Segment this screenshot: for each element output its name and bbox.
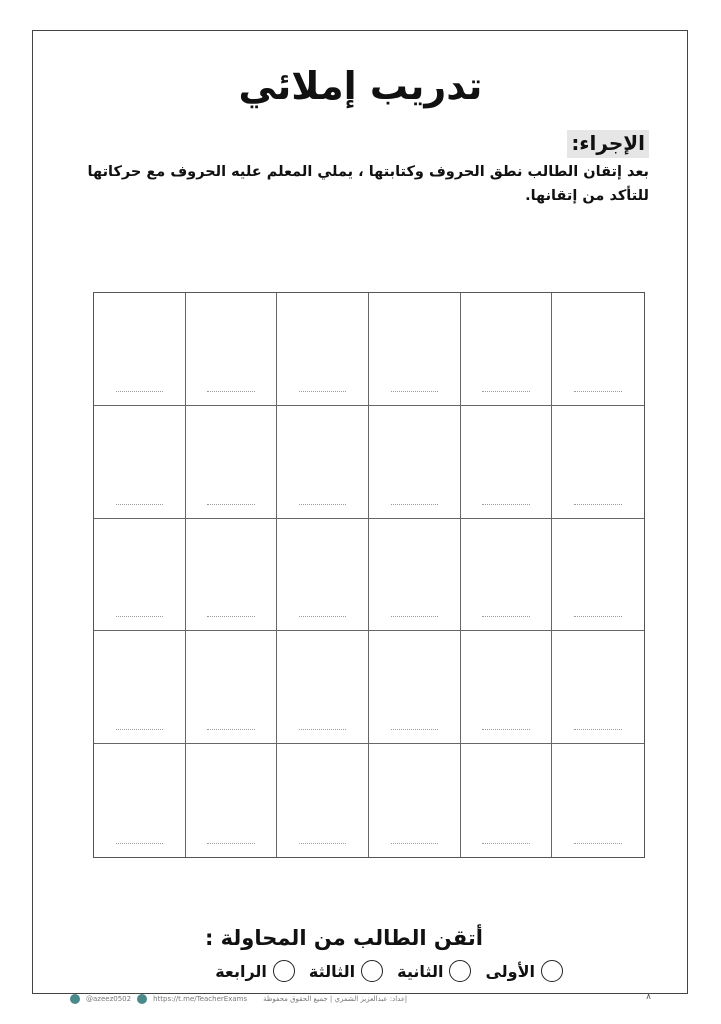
circle-checkbox-icon[interactable] [361,960,383,982]
writing-cell[interactable] [369,293,461,406]
dotted-writing-line [391,391,438,392]
dotted-writing-line [391,843,438,844]
dotted-writing-line [116,729,163,730]
procedure-label: الإجراء: [567,130,649,158]
dotted-writing-line [116,616,163,617]
dotted-writing-line [574,391,622,392]
writing-cell[interactable] [94,406,186,519]
page-number: ٨ [646,992,651,1002]
dotted-writing-line [299,729,346,730]
writing-cell[interactable] [277,519,369,632]
dotted-writing-line [207,391,254,392]
procedure-text: بعد إتقان الطالب نطق الحروف وكتابتها ، يملي المعلم عليه الحروف مع حركاتها للتأكد من إتقانها. [87,164,649,204]
dotted-writing-line [574,729,622,730]
writing-cell[interactable] [461,293,553,406]
writing-cell[interactable] [461,744,553,857]
footer-link[interactable]: https://t.me/TeacherExams [153,995,248,1003]
writing-cell[interactable] [369,406,461,519]
writing-cell[interactable] [369,744,461,857]
dotted-writing-line [116,391,163,392]
writing-cell[interactable] [277,744,369,857]
footer [70,991,670,1007]
attempts-row [215,960,563,982]
footer-handle: @azeez0502 [86,995,132,1003]
dotted-writing-line [116,843,163,844]
attempt-third[interactable] [309,960,383,982]
attempt-second[interactable] [397,960,471,982]
dotted-writing-line [482,504,529,505]
writing-cell[interactable] [94,631,186,744]
attempt-label: الرابعة [215,961,267,981]
attempt-label: الأولى [485,961,535,981]
dotted-writing-line [391,616,438,617]
writing-cell[interactable] [186,406,278,519]
dotted-writing-line [207,843,254,844]
writing-cell[interactable] [552,631,644,744]
writing-cell[interactable] [94,744,186,857]
writing-cell[interactable] [369,631,461,744]
mastery-title: أتقن الطالب من المحاولة : [204,926,483,950]
writing-cell[interactable] [552,744,644,857]
writing-cell[interactable] [461,631,553,744]
writing-cell[interactable] [186,631,278,744]
dotted-writing-line [207,729,254,730]
writing-cell[interactable] [94,293,186,406]
writing-cell[interactable] [461,406,553,519]
dotted-writing-line [574,616,622,617]
attempt-label: الثالثة [308,961,356,981]
instagram-icon [70,994,80,1004]
dotted-writing-line [299,504,346,505]
dotted-writing-line [482,391,529,392]
writing-cell[interactable] [552,406,644,519]
dotted-writing-line [391,504,438,505]
writing-cell[interactable] [94,519,186,632]
dotted-writing-line [482,616,529,617]
circle-checkbox-icon[interactable] [541,960,563,982]
dictation-grid [93,292,645,858]
writing-cell[interactable] [461,519,553,632]
writing-cell[interactable] [369,519,461,632]
attempt-first[interactable] [485,960,563,982]
writing-cell[interactable] [552,519,644,632]
dotted-writing-line [482,843,529,844]
writing-cell[interactable] [277,406,369,519]
dotted-writing-line [299,843,346,844]
footer-credit: إعداد: عبدالعزيز الشمري | جميع الحقوق محفوظة [263,995,407,1003]
telegram-icon [137,994,147,1004]
dotted-writing-line [299,391,346,392]
writing-cell[interactable] [186,293,278,406]
dotted-writing-line [207,616,254,617]
dotted-writing-line [116,504,163,505]
dotted-writing-line [207,504,254,505]
dotted-writing-line [391,729,438,730]
attempt-fourth[interactable] [215,960,295,982]
dotted-writing-line [574,843,622,844]
page-title: تدريب إملائي [238,64,483,108]
dotted-writing-line [482,729,529,730]
circle-checkbox-icon[interactable] [449,960,471,982]
dotted-writing-line [574,504,622,505]
writing-cell[interactable] [277,293,369,406]
writing-cell[interactable] [277,631,369,744]
attempt-label: الثانية [397,961,444,981]
writing-cell[interactable] [552,293,644,406]
writing-cell[interactable] [186,519,278,632]
writing-cell[interactable] [186,744,278,857]
circle-checkbox-icon[interactable] [273,960,295,982]
dotted-writing-line [299,616,346,617]
